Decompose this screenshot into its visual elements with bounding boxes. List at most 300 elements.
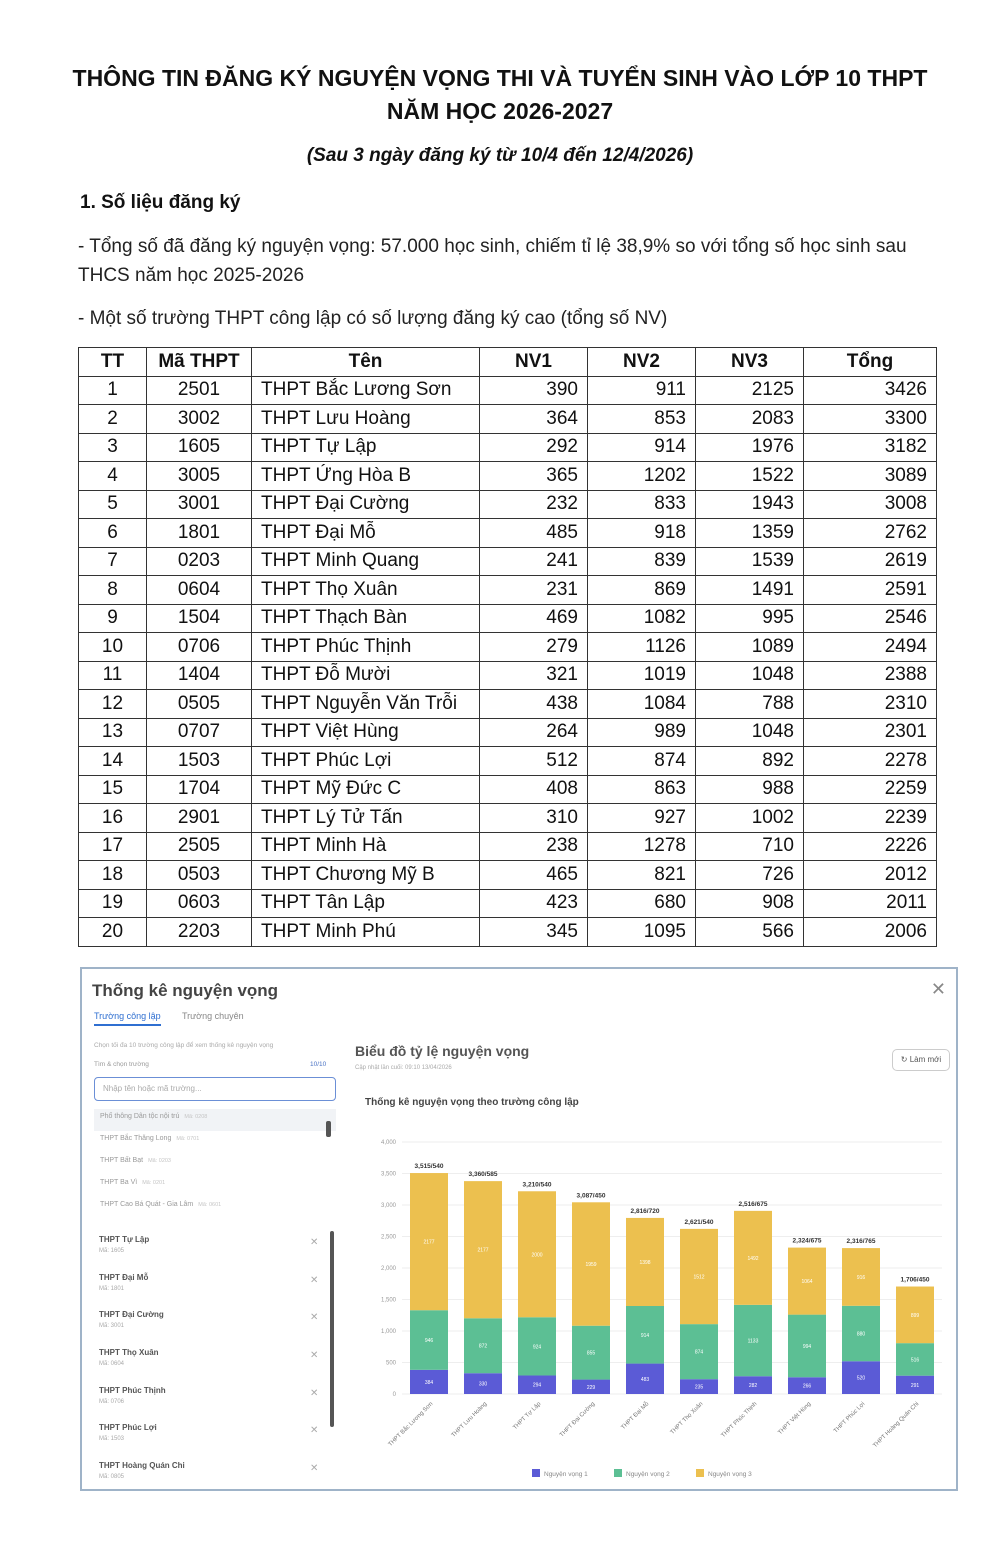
- row-nv3: 2083: [696, 405, 804, 434]
- bar-value-label: 1064: [801, 1279, 813, 1286]
- row-nv2: 869: [588, 576, 696, 605]
- selected-school-name: THPT Hoàng Quán Chi: [99, 1461, 185, 1471]
- row-tt: 6: [79, 519, 147, 548]
- row-nv1: 345: [480, 918, 588, 947]
- bar-total-label: 3,087/450: [576, 1192, 606, 1200]
- x-tick-label: THPT Việt Hùng: [777, 1401, 813, 1437]
- row-total: 2012: [804, 861, 937, 890]
- row-name: THPT Minh Phú: [252, 918, 480, 947]
- row-nv2: 853: [588, 405, 696, 434]
- table-row: [79, 547, 937, 576]
- row-name: THPT Phúc Thịnh: [252, 633, 480, 662]
- x-tick-label: THPT Lưu Hoàng: [450, 1401, 489, 1439]
- row-name: THPT Tự Lập: [252, 433, 480, 462]
- header-code: Mã THPT: [147, 348, 252, 377]
- row-nv2: 1082: [588, 604, 696, 633]
- refresh-button[interactable]: [892, 1049, 950, 1071]
- selected-school-item: [94, 1382, 330, 1420]
- row-code: 2901: [147, 804, 252, 833]
- tab-specialized-schools[interactable]: Trường chuyên: [182, 1011, 244, 1021]
- selected-school-name: THPT Phúc Lợi: [99, 1423, 157, 1433]
- row-nv3: 1491: [696, 576, 804, 605]
- row-name: THPT Ứng Hòa B: [252, 462, 480, 491]
- row-total: 2546: [804, 604, 937, 633]
- row-nv2: 918: [588, 519, 696, 548]
- row-nv1: 231: [480, 576, 588, 605]
- table-row: [79, 433, 937, 462]
- legend-swatch: [614, 1469, 622, 1477]
- row-nv2: 1202: [588, 462, 696, 491]
- row-nv2: 1278: [588, 832, 696, 861]
- row-nv2: 989: [588, 718, 696, 747]
- y-tick-label: 1,500: [380, 1297, 396, 1304]
- bar-value-label: 291: [910, 1382, 920, 1389]
- row-code: 3005: [147, 462, 252, 491]
- row-nv1: 365: [480, 462, 588, 491]
- dropdown-item[interactable]: [94, 1175, 336, 1197]
- table-row: [79, 861, 937, 890]
- row-tt: 13: [79, 718, 147, 747]
- select-count: 10/10: [310, 1061, 327, 1068]
- row-name: THPT Mỹ Đức C: [252, 775, 480, 804]
- row-total: 2259: [804, 775, 937, 804]
- x-tick-label: THPT Đại Mỗ: [620, 1401, 651, 1432]
- row-code: 0503: [147, 861, 252, 890]
- dropdown-item[interactable]: [94, 1197, 336, 1219]
- row-code: 0604: [147, 576, 252, 605]
- row-nv1: 465: [480, 861, 588, 890]
- row-tt: 19: [79, 889, 147, 918]
- row-total: 3300: [804, 405, 937, 434]
- bar-value-label: 282: [748, 1383, 758, 1390]
- table-row: [79, 918, 937, 947]
- panel-title: Thống kê nguyện vọng: [92, 981, 279, 1000]
- bar-value-label: 483: [640, 1376, 650, 1383]
- bar-value-label: 1959: [585, 1261, 597, 1268]
- row-total: 3089: [804, 462, 937, 491]
- header-total: Tổng: [804, 348, 937, 377]
- row-nv1: 264: [480, 718, 588, 747]
- row-nv2: 914: [588, 433, 696, 462]
- row-name: THPT Minh Quang: [252, 547, 480, 576]
- bar-value-label: 229: [586, 1384, 596, 1391]
- row-code: 2505: [147, 832, 252, 861]
- selected-school-code: Mã: 1801: [99, 1285, 125, 1292]
- chart-updated: Cập nhật lần cuối: 09:10 13/04/2026: [355, 1065, 452, 1071]
- title-line-2: NĂM HỌC 2026-2027: [386, 98, 614, 124]
- close-icon[interactable]: ✕: [930, 979, 946, 999]
- row-nv3: 710: [696, 832, 804, 861]
- table-row: [79, 405, 937, 434]
- row-code: 2501: [147, 376, 252, 405]
- selection-hint: Chọn tối đa 10 trường công lập để xem thống kê nguyện vọng: [94, 1042, 274, 1049]
- y-tick-label: 4,000: [380, 1140, 396, 1146]
- row-total: 2011: [804, 889, 937, 918]
- header-nv1: NV1: [480, 348, 588, 377]
- chart-title: Biểu đồ tỷ lệ nguyện vọng: [355, 1043, 530, 1059]
- bar-total-label: 1,706/450: [900, 1276, 930, 1284]
- row-nv3: 1048: [696, 661, 804, 690]
- row-tt: 12: [79, 690, 147, 719]
- row-nv3: 892: [696, 747, 804, 776]
- row-tt: 17: [79, 832, 147, 861]
- y-tick-label: 2,500: [380, 1234, 396, 1241]
- row-name: THPT Việt Hùng: [252, 718, 480, 747]
- row-code: 1704: [147, 775, 252, 804]
- row-code: 1605: [147, 433, 252, 462]
- row-name: THPT Đại Mỗ: [252, 519, 480, 548]
- row-name: THPT Tân Lập: [252, 889, 480, 918]
- dropdown-item-name: THPT Bất Bạt: [100, 1157, 144, 1164]
- bar-total-label: 3,360/585: [468, 1171, 498, 1179]
- row-nv1: 469: [480, 604, 588, 633]
- table-intro: - Một số trường THPT công lập có số lượng đăng ký cao (tổng số NV): [78, 308, 668, 329]
- table-row: [79, 804, 937, 833]
- bar-total-label: 3,515/540: [414, 1163, 444, 1171]
- dropdown-item[interactable]: [94, 1109, 336, 1131]
- row-nv3: 566: [696, 918, 804, 947]
- bar-value-label: 516: [910, 1357, 920, 1364]
- bar-value-label: 916: [856, 1274, 866, 1281]
- bar-total-label: 2,516/675: [738, 1200, 768, 1208]
- bar-total-label: 2,316/765: [846, 1238, 876, 1246]
- selected-school-code: Mã: 1503: [99, 1436, 125, 1443]
- dropdown-scrollbar[interactable]: [326, 1121, 331, 1137]
- selected-school-code: Mã: 0604: [99, 1361, 125, 1368]
- row-nv3: 2125: [696, 376, 804, 405]
- table-row: [79, 718, 937, 747]
- bar-value-label: 520: [856, 1375, 866, 1382]
- selected-school-code: Mã: 3001: [99, 1323, 125, 1330]
- row-nv1: 321: [480, 661, 588, 690]
- row-nv1: 485: [480, 519, 588, 548]
- dropdown-item-code: Mã: 0701: [176, 1136, 200, 1142]
- remove-school-icon[interactable]: ✕: [310, 1350, 319, 1362]
- dropdown-item-name: Phổ thông Dân tộc nội trú: [100, 1113, 180, 1120]
- tab-public-schools[interactable]: Trường công lập: [94, 1011, 161, 1026]
- bar-value-label: 855: [586, 1350, 596, 1357]
- row-name: THPT Đại Cường: [252, 490, 480, 519]
- row-nv1: 238: [480, 832, 588, 861]
- summary-line-1: - Tổng số đã đăng ký nguyện vọng: 57.000 học sinh, chiếm tỉ lệ 38,9% so với tổng số học sinh sau: [78, 236, 907, 257]
- selected-school-code: Mã: 0706: [99, 1398, 125, 1405]
- row-nv1: 423: [480, 889, 588, 918]
- bar-value-label: 266: [802, 1383, 812, 1390]
- row-code: 1404: [147, 661, 252, 690]
- row-nv3: 788: [696, 690, 804, 719]
- header-name: Tên: [252, 348, 480, 377]
- row-tt: 7: [79, 547, 147, 576]
- bar-value-label: 2000: [531, 1252, 543, 1259]
- selected-school-code: Mã: 0805: [99, 1474, 125, 1481]
- bar-total-label: 2,816/720: [630, 1207, 660, 1215]
- y-tick-label: 2,000: [380, 1266, 396, 1272]
- remove-school-icon[interactable]: ✕: [310, 1387, 319, 1399]
- remove-school-icon[interactable]: ✕: [310, 1425, 319, 1437]
- row-tt: 10: [79, 633, 147, 662]
- header-nv3: NV3: [696, 348, 804, 377]
- x-tick-label: THPT Phúc Lợi: [833, 1401, 867, 1435]
- row-name: THPT Thạch Bàn: [252, 604, 480, 633]
- row-nv3: 1943: [696, 490, 804, 519]
- table-row: [79, 519, 937, 548]
- row-code: 1503: [147, 747, 252, 776]
- document-subtitle: (Sau 3 ngày đăng ký từ 10/4 đến 12/4/2026): [306, 145, 694, 166]
- remove-school-icon[interactable]: ✕: [310, 1312, 319, 1324]
- row-tt: 15: [79, 775, 147, 804]
- x-tick-label: THPT Bắc Lương Sơn: [387, 1401, 435, 1448]
- summary-line-2: THCS năm học 2025-2026: [78, 265, 305, 286]
- row-tt: 11: [79, 661, 147, 690]
- chart-subtitle: Thống kê nguyện vọng theo trường công lập: [365, 1097, 579, 1108]
- table-row: [79, 462, 937, 491]
- row-total: 2591: [804, 576, 937, 605]
- bar-value-label: 924: [532, 1344, 542, 1351]
- row-nv1: 438: [480, 690, 588, 719]
- refresh-label: Làm mới: [909, 1055, 942, 1064]
- row-nv1: 408: [480, 775, 588, 804]
- dropdown-item[interactable]: [94, 1153, 336, 1175]
- bar-value-label: 1492: [747, 1255, 759, 1262]
- row-name: THPT Đỗ Mười: [252, 661, 480, 690]
- row-nv3: 1976: [696, 433, 804, 462]
- row-nv1: 279: [480, 633, 588, 662]
- row-nv2: 839: [588, 547, 696, 576]
- dropdown-item-name: THPT Ba Vì: [100, 1179, 138, 1186]
- row-nv3: 1359: [696, 519, 804, 548]
- header-nv2: NV2: [588, 348, 696, 377]
- row-nv2: 1126: [588, 633, 696, 662]
- legend-label: Nguyện vọng 1: [544, 1471, 588, 1478]
- row-nv1: 390: [480, 376, 588, 405]
- x-tick-label: THPT Hoàng Quán Chi: [872, 1401, 921, 1450]
- bar-value-label: 2177: [423, 1239, 435, 1246]
- row-nv3: 908: [696, 889, 804, 918]
- row-nv1: 512: [480, 747, 588, 776]
- row-name: THPT Phúc Lợi: [252, 747, 480, 776]
- selected-school-name: THPT Đại Cường: [99, 1310, 164, 1320]
- dropdown-item-name: THPT Cao Bá Quát - Gia Lâm: [100, 1201, 194, 1208]
- selected-school-item: [94, 1457, 330, 1491]
- remove-school-icon[interactable]: ✕: [310, 1463, 319, 1475]
- table-row: [79, 661, 937, 690]
- row-name: THPT Minh Hà: [252, 832, 480, 861]
- row-tt: 3: [79, 433, 147, 462]
- row-nv2: 833: [588, 490, 696, 519]
- row-total: 3426: [804, 376, 937, 405]
- dropdown-item-code: Mã: 0201: [142, 1180, 166, 1186]
- dropdown-item-code: Mã: 0601: [198, 1202, 222, 1208]
- table-row: [79, 490, 937, 519]
- row-nv1: 364: [480, 405, 588, 434]
- refresh-icon: ↻: [900, 1055, 908, 1064]
- row-nv3: 1539: [696, 547, 804, 576]
- row-code: 0603: [147, 889, 252, 918]
- row-name: THPT Chương Mỹ B: [252, 861, 480, 890]
- summary-paragraph: [78, 232, 958, 290]
- row-total: 2239: [804, 804, 937, 833]
- selected-school-item: [94, 1231, 330, 1269]
- row-nv2: 874: [588, 747, 696, 776]
- y-tick-label: 1,000: [380, 1329, 396, 1335]
- row-nv1: 292: [480, 433, 588, 462]
- bar-value-label: 330: [478, 1381, 488, 1388]
- row-tt: 20: [79, 918, 147, 947]
- selected-school-name: THPT Phúc Thịnh: [99, 1385, 166, 1395]
- header-tt: TT: [79, 348, 147, 377]
- row-nv2: 911: [588, 376, 696, 405]
- row-code: 0203: [147, 547, 252, 576]
- bar-value-label: 294: [532, 1382, 542, 1389]
- row-tt: 14: [79, 747, 147, 776]
- row-code: 3002: [147, 405, 252, 434]
- row-tt: 1: [79, 376, 147, 405]
- selected-school-item: [94, 1306, 330, 1344]
- row-nv1: 232: [480, 490, 588, 519]
- selected-school-item: [94, 1269, 330, 1307]
- selected-school-name: THPT Đại Mỗ: [99, 1272, 149, 1282]
- row-tt: 8: [79, 576, 147, 605]
- row-code: 3001: [147, 490, 252, 519]
- row-name: THPT Thọ Xuân: [252, 576, 480, 605]
- table-row: [79, 690, 937, 719]
- row-tt: 2: [79, 405, 147, 434]
- legend-label: Nguyện vọng 2: [626, 1471, 670, 1478]
- legend-swatch: [696, 1469, 704, 1477]
- table-header-row: [79, 348, 937, 377]
- select-label: Tìm & chọn trường: [94, 1061, 149, 1068]
- row-tt: 18: [79, 861, 147, 890]
- y-tick-label: 0: [392, 1392, 396, 1398]
- row-tt: 5: [79, 490, 147, 519]
- document-title: [0, 62, 1000, 128]
- y-tick-label: 3,500: [380, 1171, 396, 1178]
- table-row: [79, 604, 937, 633]
- row-total: 2006: [804, 918, 937, 947]
- row-name: THPT Bắc Lương Sơn: [252, 376, 480, 405]
- row-total: 2310: [804, 690, 937, 719]
- row-code: 1801: [147, 519, 252, 548]
- bar-value-label: 994: [802, 1343, 812, 1350]
- bar-value-label: 872: [478, 1343, 488, 1350]
- row-nv1: 241: [480, 547, 588, 576]
- row-nv3: 1522: [696, 462, 804, 491]
- bar-value-label: 946: [424, 1338, 434, 1345]
- row-nv3: 1089: [696, 633, 804, 662]
- bar-value-label: 899: [910, 1312, 920, 1319]
- row-nv3: 726: [696, 861, 804, 890]
- dropdown-item[interactable]: [94, 1131, 336, 1153]
- bar-value-label: 914: [640, 1332, 650, 1339]
- bar-total-label: 3,210/540: [522, 1181, 552, 1189]
- table-row: [79, 633, 937, 662]
- bar-total-label: 2,324/675: [792, 1237, 822, 1245]
- x-tick-label: THPT Đại Cường: [559, 1401, 597, 1439]
- row-nv2: 1019: [588, 661, 696, 690]
- bar-total-label: 2,621/540: [684, 1218, 714, 1226]
- x-tick-label: THPT Thọ Xuân: [669, 1401, 705, 1436]
- school-search-input[interactable]: Nhập tên hoặc mã trường...: [94, 1077, 336, 1101]
- row-total: 2301: [804, 718, 937, 747]
- table-row: [79, 889, 937, 918]
- row-total: 2226: [804, 832, 937, 861]
- row-nv3: 1048: [696, 718, 804, 747]
- y-tick-label: 500: [385, 1360, 396, 1367]
- row-nv3: 988: [696, 775, 804, 804]
- bar-value-label: 384: [424, 1379, 434, 1386]
- row-total: 2388: [804, 661, 937, 690]
- x-tick-label: THPT Phúc Thịnh: [720, 1401, 759, 1439]
- row-name: THPT Lý Tử Tấn: [252, 804, 480, 833]
- dropdown-item-code: Mã: 0203: [148, 1158, 171, 1164]
- bar-value-label: 235: [694, 1384, 704, 1391]
- row-total: 2619: [804, 547, 937, 576]
- selected-school-name: THPT Thọ Xuân: [99, 1348, 159, 1358]
- row-nv2: 1084: [588, 690, 696, 719]
- dropdown-item-name: THPT Bắc Thăng Long: [100, 1135, 172, 1142]
- table-row: [79, 832, 937, 861]
- stacked-bar-chart: [352, 1129, 952, 1489]
- bar-value-label: 1133: [747, 1338, 759, 1345]
- row-nv1: 310: [480, 804, 588, 833]
- table-row: [79, 376, 937, 405]
- legend-swatch: [532, 1469, 540, 1477]
- bar-value-label: 1398: [639, 1259, 651, 1266]
- row-code: 0505: [147, 690, 252, 719]
- row-tt: 9: [79, 604, 147, 633]
- row-code: 0706: [147, 633, 252, 662]
- row-nv3: 995: [696, 604, 804, 633]
- table-row: [79, 775, 937, 804]
- row-nv2: 863: [588, 775, 696, 804]
- registration-table: [78, 347, 937, 947]
- bar-value-label: 874: [694, 1349, 704, 1356]
- row-name: THPT Lưu Hoàng: [252, 405, 480, 434]
- row-total: 3182: [804, 433, 937, 462]
- row-nv2: 821: [588, 861, 696, 890]
- remove-school-icon[interactable]: ✕: [310, 1274, 319, 1286]
- row-nv2: 1095: [588, 918, 696, 947]
- row-code: 0707: [147, 718, 252, 747]
- row-nv3: 1002: [696, 804, 804, 833]
- statistics-panel: [80, 967, 958, 1491]
- row-code: 1504: [147, 604, 252, 633]
- row-total: 2278: [804, 747, 937, 776]
- selected-school-code: Mã: 1605: [99, 1248, 125, 1254]
- row-total: 2494: [804, 633, 937, 662]
- remove-school-icon[interactable]: ✕: [310, 1237, 319, 1248]
- bar-value-label: 1512: [693, 1274, 705, 1281]
- row-tt: 4: [79, 462, 147, 491]
- x-tick-label: THPT Tự Lập: [512, 1401, 543, 1432]
- y-tick-label: 3,000: [380, 1203, 396, 1209]
- row-tt: 16: [79, 804, 147, 833]
- selected-school-item: [94, 1344, 330, 1382]
- row-code: 2203: [147, 918, 252, 947]
- row-nv2: 927: [588, 804, 696, 833]
- title-line-1: THÔNG TIN ĐĂNG KÝ NGUYỆN VỌNG THI VÀ TUYỂN SINH VÀO LỚP 10 THPT: [72, 65, 928, 91]
- table-row: [79, 576, 937, 605]
- school-dropdown: [94, 1109, 336, 1229]
- row-name: THPT Nguyễn Văn Trỗi: [252, 690, 480, 719]
- section-heading: 1. Số liệu đăng ký: [80, 192, 241, 213]
- row-total: 3008: [804, 490, 937, 519]
- selected-school-item: [94, 1419, 330, 1457]
- dropdown-item-code: Mã: 0208: [184, 1114, 208, 1120]
- bar-value-label: 2177: [477, 1247, 489, 1254]
- list-scrollbar[interactable]: [330, 1231, 334, 1427]
- legend-label: Nguyện vọng 3: [708, 1471, 752, 1478]
